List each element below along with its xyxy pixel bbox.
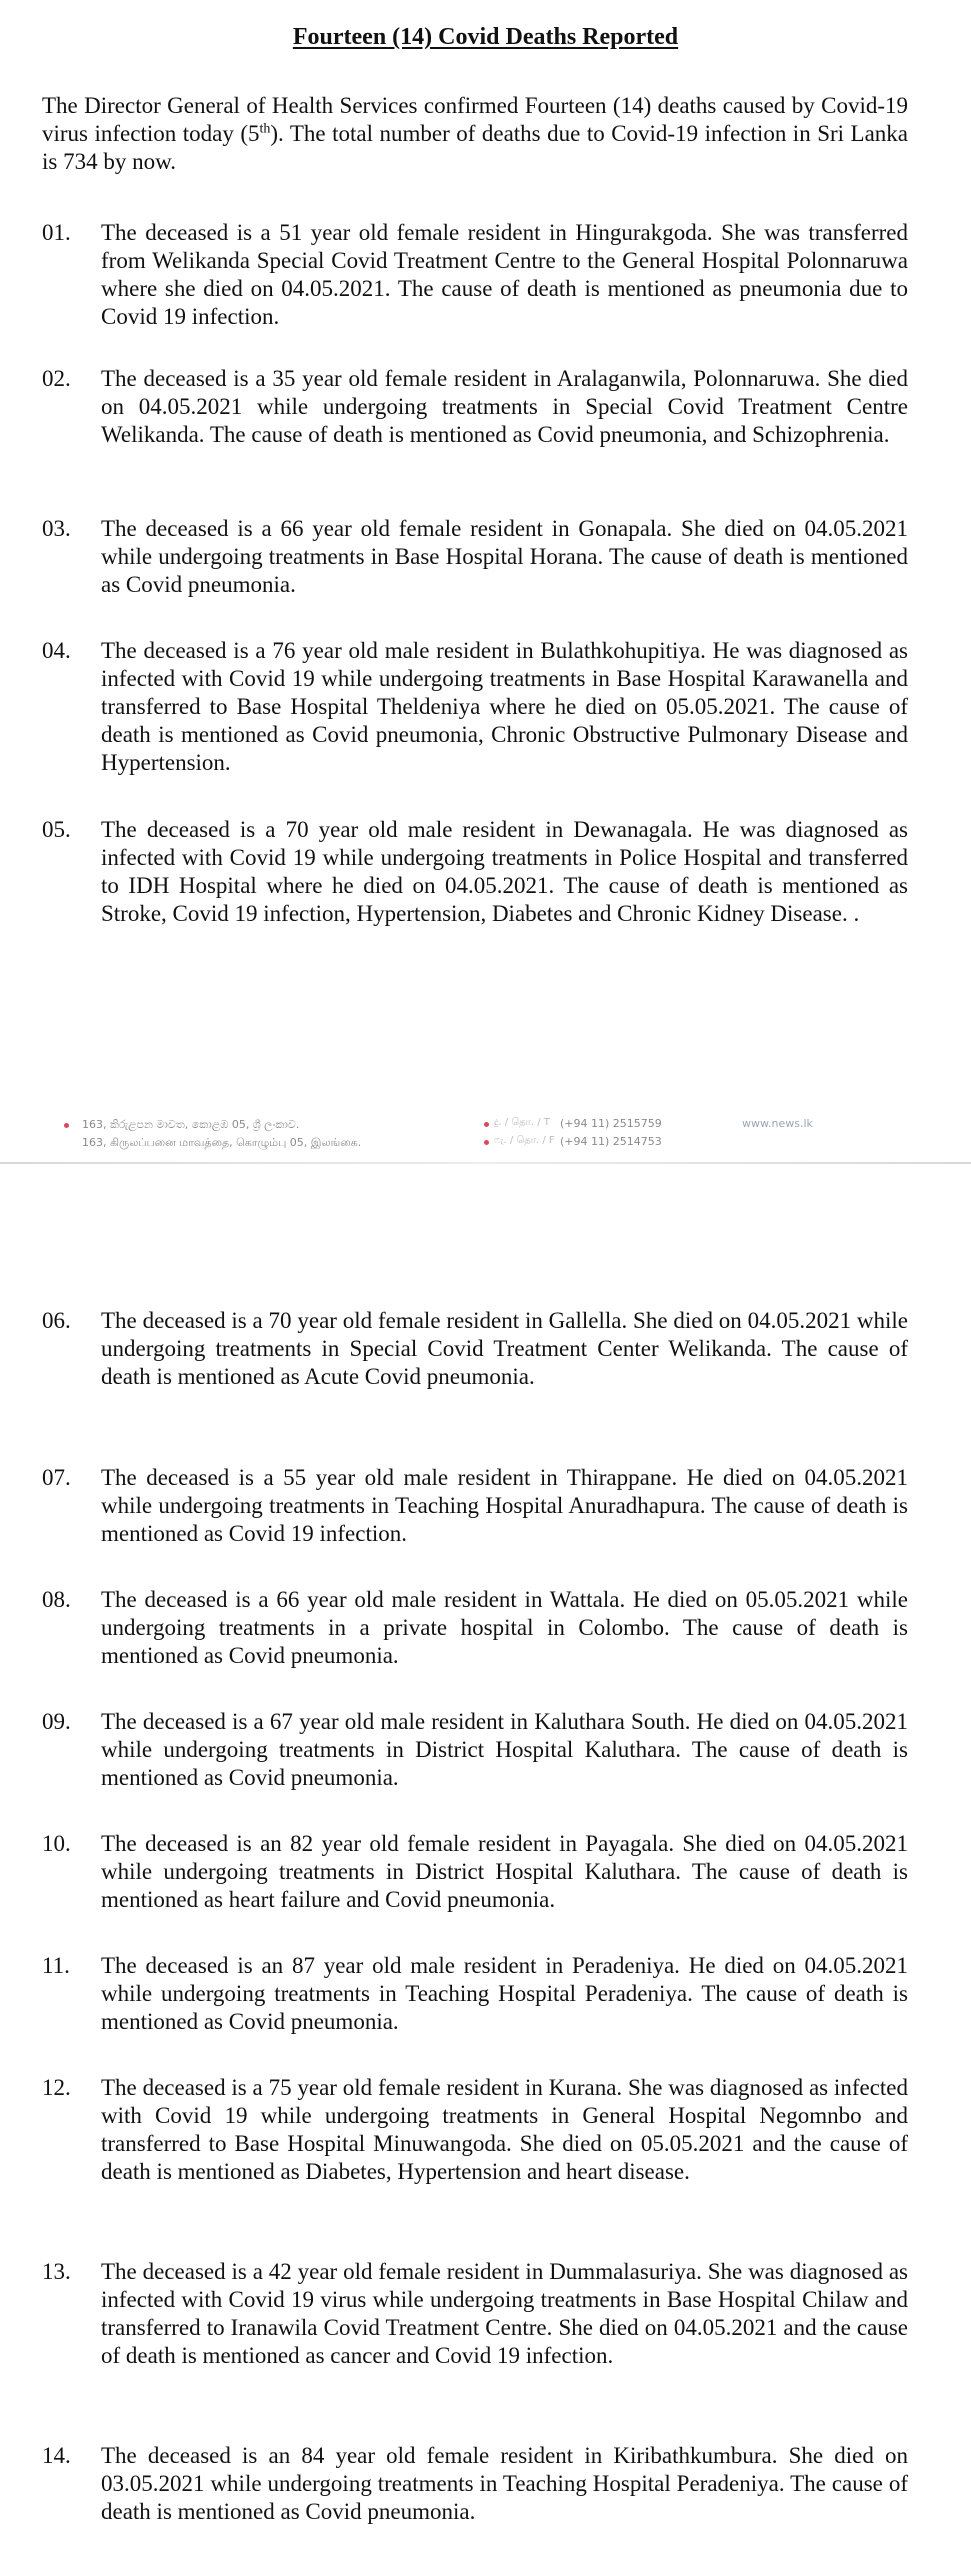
- list-item: [42, 515, 908, 599]
- list-item-text: The deceased is a 35 year old female resident in Aralaganwila, Polonnaruwa. She died on 04.05.2021 while undergoing treatments in Special Covid Treatment Centre Welikanda. The cause of death is mentioned as Covid pneumonia, and Schizophrenia.: [101, 366, 908, 447]
- footer-bullet: [484, 1140, 489, 1145]
- list-item-text: The deceased is a 70 year old female resident in Gallella. She died on 04.05.2021 while undergoing treatments in Special Covid Treatment Center Welikanda. The cause of death is mentioned as Acute Covid pneumonia.: [101, 1308, 908, 1389]
- list-item: [42, 816, 908, 928]
- list-item-text: The deceased is a 66 year old male resident in Wattala. He died on 05.05.2021 while undergoing treatments in a private hospital in Colombo. The cause of death is mentioned as Covid pneumonia.: [101, 1587, 908, 1668]
- list-item: [42, 2258, 908, 2370]
- list-item-text: The deceased is a 51 year old female resident in Hingurakgoda. She was transferred from Welikanda Special Covid Treatment Centre to the General Hospital Polonnaruwa where she died on 04.05.2021. The cause of death is mentioned as pneumonia due to Covid 19 infection.: [101, 220, 908, 329]
- list-item-text: The deceased is an 87 year old male resident in Peradeniya. He died on 04.05.2021 while undergoing treatments in Teaching Hospital Peradeniya. The cause of death is mentioned as Covid pneumonia.: [101, 1953, 908, 2034]
- footer-address-sinhala: 163, කිරුළපන මාවත, කොළඹ 05, ශ්‍රී ලංකාව.: [82, 1118, 300, 1131]
- list-item: [42, 1464, 908, 1548]
- list-item-number: 06.: [42, 1308, 71, 1333]
- list-item-number: 07.: [42, 1465, 71, 1490]
- list-item-number: 13.: [42, 2259, 71, 2284]
- fax-icon: ෆැ. / தொ. / F: [494, 1135, 555, 1146]
- document-page-2: [0, 1165, 971, 2569]
- footer-bullet: [64, 1123, 69, 1128]
- footer-bullet: [484, 1122, 489, 1127]
- letterhead-footer: [0, 1110, 971, 1170]
- list-item-text: The deceased is a 55 year old male resident in Thirappane. He died on 04.05.2021 while undergoing treatments in Teaching Hospital Anuradhapura. The cause of death is mentioned as Covid 19 infection.: [101, 1465, 908, 1546]
- list-item-number: 10.: [42, 1831, 71, 1856]
- list-item-text: The deceased is a 76 year old male resident in Bulathkohupitiya. He was diagnosed as infected with Covid 19 while undergoing treatments in Base Hospital Karawanella and transferred to Base Hospital Theldeniya where he died on 05.05.2021. The cause of death is mentioned as Covid pneumonia, Chronic Obstructive Pulmonary Disease and Hypertension.: [101, 638, 908, 775]
- list-item-text: The deceased is a 42 year old female resident in Dummalasuriya. She was diagnosed as infected with Covid 19 virus while undergoing treatments in Base Hospital Chilaw and transferred to Iranawila Covid Treatment Centre. She died on 04.05.2021 and the cause of death is mentioned as cancer and Covid 19 infection.: [101, 2259, 908, 2368]
- list-item: [42, 219, 908, 331]
- list-item: [42, 1307, 908, 1391]
- list-item-number: 02.: [42, 366, 71, 391]
- footer-website: www.news.lk: [742, 1117, 813, 1130]
- list-item-text: The deceased is a 75 year old female resident in Kurana. She was diagnosed as infected with Covid 19 while undergoing treatments in General Hospital Negomnbo and transferred to Base Hospital Minuwangoda. She died on 05.05.2021 and the cause of death is mentioned as Diabetes, Hypertension and heart disease.: [101, 2075, 908, 2184]
- list-item-number: 04.: [42, 638, 71, 663]
- list-item-number: 08.: [42, 1587, 71, 1612]
- list-item-number: 12.: [42, 2075, 71, 2100]
- document-title: Fourteen (14) Covid Deaths Reported: [292, 24, 679, 50]
- list-item: [42, 1586, 908, 1670]
- list-item-text: The deceased is a 66 year old female resident in Gonapala. She died on 04.05.2021 while undergoing treatments in Base Hospital Horana. The cause of death is mentioned as Covid pneumonia.: [101, 516, 908, 597]
- intro-paragraph: [42, 92, 908, 176]
- footer-fax: (+94 11) 2514753: [560, 1135, 662, 1148]
- list-item: [42, 1708, 908, 1792]
- intro-text-end: ). The total number of deaths due to Covid-19 infection in Sri Lanka is 734 by now.: [42, 121, 908, 174]
- list-item-number: 01.: [42, 220, 71, 245]
- footer-phone: (+94 11) 2515759: [560, 1117, 662, 1130]
- list-item-text: The deceased is an 82 year old female resident in Payagala. She died on 04.05.2021 while undergoing treatments in District Hospital Kaluthara. The cause of death is mentioned as heart failure and Covid pneumonia.: [101, 1831, 908, 1912]
- list-item: [42, 1952, 908, 2036]
- list-item-number: 05.: [42, 817, 71, 842]
- intro-superscript: th: [259, 121, 271, 137]
- list-item: [42, 1830, 908, 1914]
- list-item-text: The deceased is an 84 year old female resident in Kiribathkumbura. She died on 03.05.2021 while undergoing treatments in Teaching Hospital Peradeniya. The cause of death is mentioned as Covid pneumonia.: [101, 2443, 908, 2524]
- intro-text-start: The Director General of Health Services confirmed Fourteen (14) deaths caused by Covid-19 virus infection today (5: [42, 93, 908, 146]
- page-divider: [0, 1162, 971, 1164]
- list-item: [42, 2074, 908, 2186]
- list-item-number: 11.: [42, 1953, 70, 1978]
- list-item: [42, 2442, 908, 2526]
- list-item-text: The deceased is a 70 year old male resident in Dewanagala. He was diagnosed as infected with Covid 19 while undergoing treatments in Police Hospital and transferred to IDH Hospital where he died on 04.05.2021. The cause of death is mentioned as Stroke, Covid 19 infection, Hypertension, Diabetes and Chronic Kidney Disease. .: [101, 817, 908, 926]
- list-item-text: The deceased is a 67 year old male resident in Kaluthara South. He died on 04.05.2021 while undergoing treatments in District Hospital Kaluthara. The cause of death is mentioned as Covid pneumonia.: [101, 1709, 908, 1790]
- list-item: [42, 637, 908, 777]
- list-item: [42, 365, 908, 449]
- list-item-number: 03.: [42, 516, 71, 541]
- phone-icon: දු. / தொ. / T: [494, 1117, 550, 1128]
- list-item-number: 09.: [42, 1709, 71, 1734]
- footer-address-tamil: 163, கிருலப்பனை மாவத்தை, கொழும்பு 05, இலங்கை.: [82, 1136, 362, 1149]
- list-item-number: 14.: [42, 2443, 71, 2468]
- document-page-1: [0, 0, 971, 1165]
